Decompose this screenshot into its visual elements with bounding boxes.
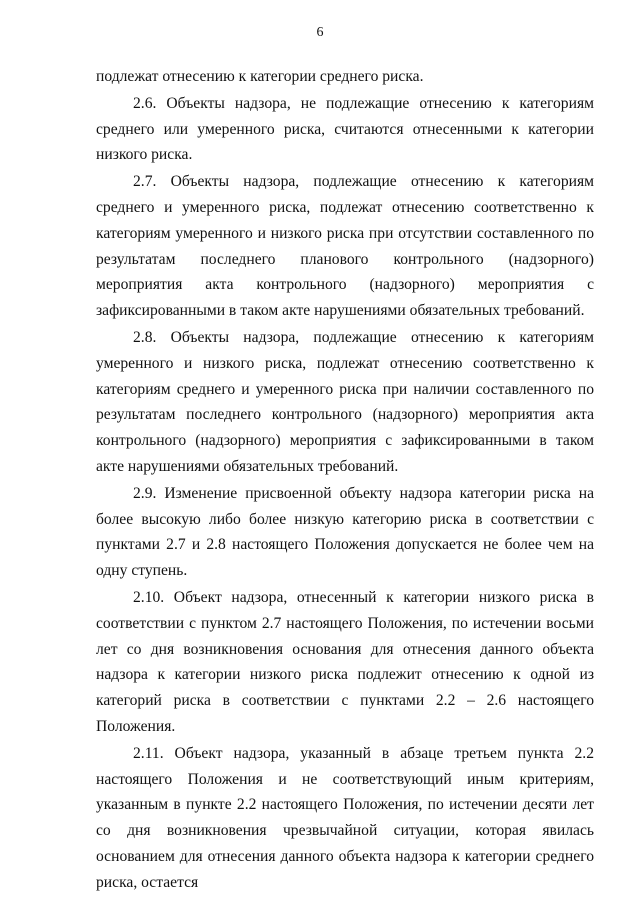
paragraph-2-7: 2.7. Объекты надзора, подлежащие отнесению к категориям среднего и умеренного риска, подлежат отнесению соответственно к категориям умеренного и низкого риска при отсутствии составленного по результатам последнего планового контрольного (надзорного) мероприятия акта контрольного (надзорного) мероприятия с зафиксированными в таком акте нарушениями обязательных требований. xyxy=(96,173,594,320)
paragraph-2-6: 2.6. Объекты надзора, не подлежащие отнесению к категориям среднего или умеренного риска, считаются отнесенными к категории низкого риска. xyxy=(96,94,594,164)
paragraph-2-9: 2.9. Изменение присвоенной объекту надзора категории риска на более высокую либо более низкую категорию риска в соответствии с пунктами 2.7 и 2.8 настоящего Положения допускается не более чем на одну ступень. xyxy=(96,484,594,580)
page-number: 6 xyxy=(316,25,324,40)
paragraph-2-11: 2.11. Объект надзора, указанный в абзаце третьем пункта 2.2 настоящего Положения и не соответствующий иным критериям, указанным в пункте 2.2 настоящего Положения, по истечении десяти лет со дня возникновения чрезвычайной ситуации, которая явилась основанием для отнесения данного объекта надзора к категории среднего риска, остается xyxy=(96,744,594,891)
paragraph-continuation: подлежат отнесению к категории среднего риска. xyxy=(96,68,424,85)
paragraph-2-10: 2.10. Объект надзора, отнесенный к категории низкого риска в соответствии с пунктом 2.7 настоящего Положения, по истечении восьми лет со дня возникновения основания для отнесения данного объекта надзора к категории низкого риска подлежит отнесению к одной из категорий риска в соответствии с пунктами 2.2 – 2.6 настоящего Положения. xyxy=(96,588,594,735)
document-body xyxy=(96,64,594,897)
paragraph-2-8: 2.8. Объекты надзора, подлежащие отнесению к категориям умеренного и низкого риска, подлежат отнесению соответственно к категориям среднего и умеренного риска при наличии составленного по результатам последнего контрольного (надзорного) мероприятия акта контрольного (надзорного) мероприятия с зафиксированными в таком акте нарушениями обязательных требований. xyxy=(96,328,594,475)
